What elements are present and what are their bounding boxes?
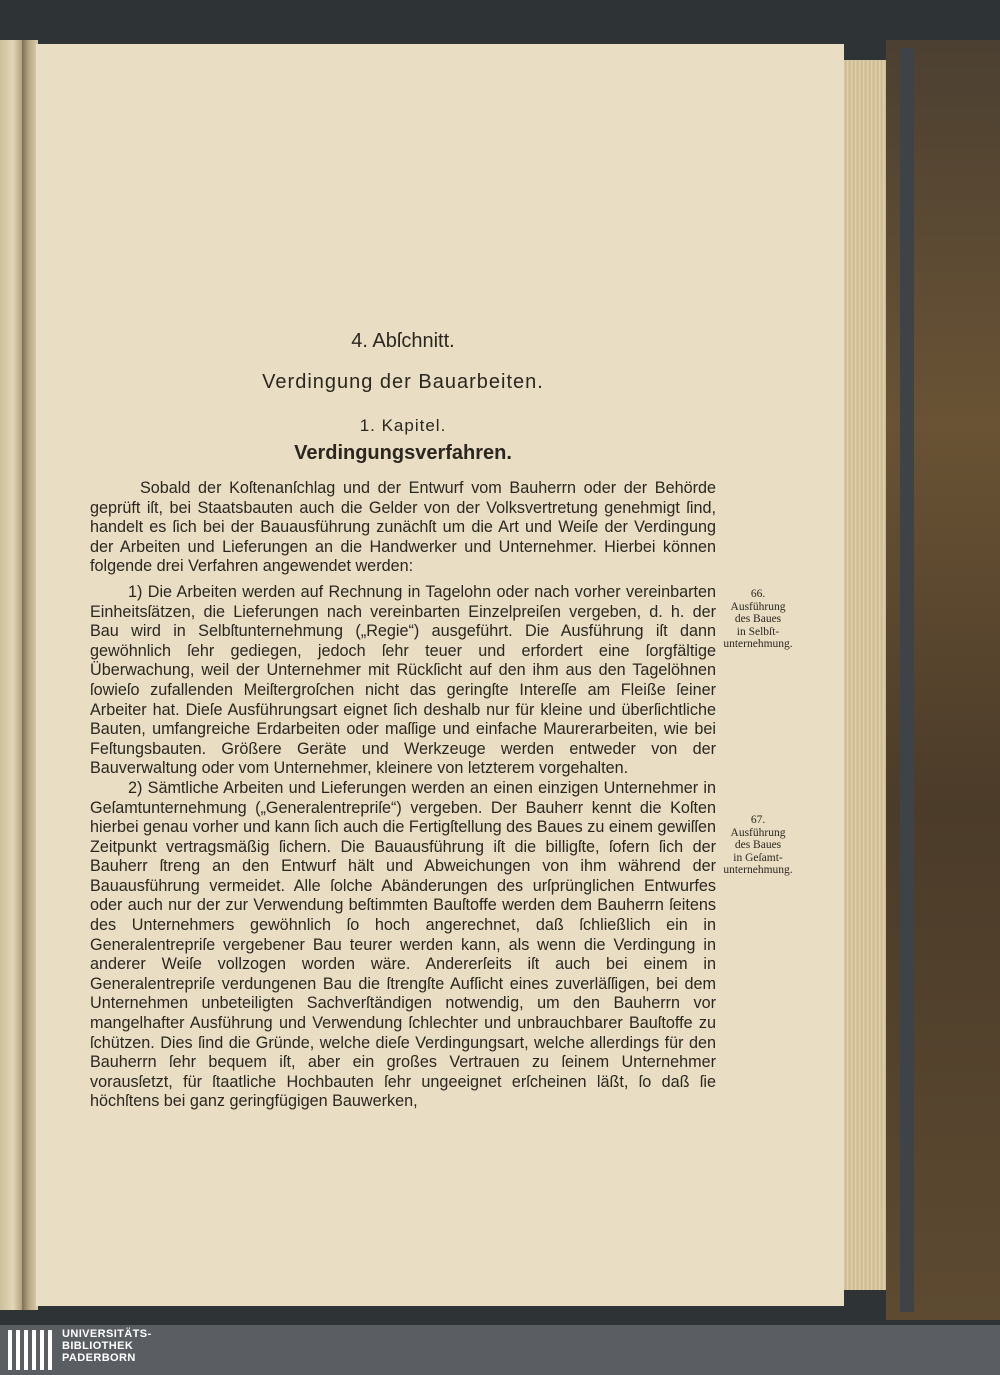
margin-note-67 (708, 814, 808, 877)
library-logo-icon (8, 1330, 54, 1370)
chapter-heading: 1. Kapitel. (359, 416, 447, 435)
left-page-edge (0, 40, 22, 1310)
margin-note-line: unternehmung. (723, 638, 793, 650)
section-heading: 4. Abſchnitt. (351, 330, 455, 352)
paragraph-1: 1) Die Arbeiten werden auf Rechnung in Tagelohn oder nach vorher vereinbarten Einheitsſätzen, die Lieferungen nach vereinbarten Einzelpreiſen vergeben, d. h. der Bau wird in Selbſtunternehmung („Regie“) ausgeführt. Die Ausführung iſt dann gewöhnlich ſehr gediegen, jedoch ſehr teuer und erfordert eine ſorgfältige Überwachung, weil der Unternehmer mit Rückſicht auf den ihm aus den Tagelöhnen ſowieſo zufallenden Meiſtergroſchen nicht das geringſte Intereſſe am Fleiße ſeiner Arbeiter hat. Dieſe Ausführungsart eignet ſich deshalb nur für kleine und überſichtliche Bauten, umfangreiche Erdarbeiten oder maſſige und einfache Maurerarbeiten, wie bei Feſtungsbauten. Größere Geräte und Werkzeuge werden entweder von der Bauverwaltung oder vom Unternehmer, kleinere von letzterem vorgehalten. (90, 582, 716, 778)
margin-note-number: 66. (750, 588, 766, 600)
margin-note-line: unternehmung. (723, 864, 793, 876)
library-name-line: BIBLIOTHEK (62, 1340, 134, 1352)
paragraph-2: 2) Sämtliche Arbeiten und Lieferungen werden an einen einzigen Unternehmer in Geſamtunternehmung („Generalentrepriſe“) vergeben. Der Bauherr kennt die Koſten hierbei genau vorher und kann ſich auch die Fertigſtellung des Baues zu einem gewiſſen Zeitpunkt vertragsmäßig ſichern. Die Bauausführung iſt die billigſte, ſofern ſich der Bauherr ſtreng an den Entwurf hält und Abweichungen von ihm während der Bauausführung vermeidet. Alle ſolche Abänderungen des urſprünglichen Entwurfes oder auch nur der zur Verwendung beſtimmten Bauſtoffe werden dem Bauherrn ſeitens des Unternehmers gewöhnlich ſo hoch angerechnet, daß ſchließlich ein in Generalentrepriſe vergebener Bau teurer werden kann, als wenn die Verdingung in anderer Weiſe vollzogen worden wäre. Andererſeits iſt auch bei einem in Generalentrepriſe verdungenen Bau die ſtrengſte Aufſicht eines zuverläſſigen, bei dem Unternehmen unbeteiligten Sachverſtändigen notwendig, um den Bauherrn vor mangelhafter Ausführung und Verwendung ſchlechter und unbrauchbarer Bauſtoffe zu ſchützen. Dies ſind die Gründe, welche dieſe Verdingungsart, welche allerdings für den Bauherrn ſehr bequem iſt, aber ein großes Vertrauen zu ſeinem Unternehmer vorausſetzt, für ſtaatliche Hochbauten ſehr ungeeignet erſcheinen läßt, ſo daß ſie höchſtens bei ganz geringfügigen Bauwerken, (90, 778, 716, 1111)
library-name-line: PADERBORN (62, 1352, 136, 1364)
margin-note-line: in Selbſt- (736, 625, 780, 638)
section-title: Verdingung der Bauarbeiten. (262, 371, 544, 393)
margin-note-line: Ausführung (730, 600, 786, 613)
page-edges (844, 60, 886, 1290)
cover-strip (900, 48, 914, 1312)
page-text (90, 330, 716, 1112)
library-name-line: UNIVERSITÄTS- (62, 1328, 152, 1340)
margin-note-66 (708, 588, 808, 651)
margin-note-line: des Baues (734, 613, 782, 625)
library-name (62, 1328, 152, 1364)
margin-note-line: Ausführung (730, 826, 786, 839)
chapter-title: Verdingungsverfahren. (294, 442, 512, 464)
paragraph-intro: Sobald der Koſtenanſchlag und der Entwurf vom Bauherrn oder der Behörde geprüft iſt, bei Staatsbauten auch die Gelder von der Volksvertretung genehmigt ſind, handelt es ſich bei der Bauausführung zunächſt um die Art und Weiſe der Verdingung der Arbeiten und Lieferungen an die Handwerker und Unternehmer. Hierbei können folgende drei Verfahren angewendet werden: (90, 479, 716, 576)
library-footer (0, 1325, 1000, 1375)
margin-note-line: des Baues (734, 839, 782, 851)
margin-note-line: in Geſamt- (733, 851, 783, 864)
margin-note-number: 67. (750, 814, 766, 826)
